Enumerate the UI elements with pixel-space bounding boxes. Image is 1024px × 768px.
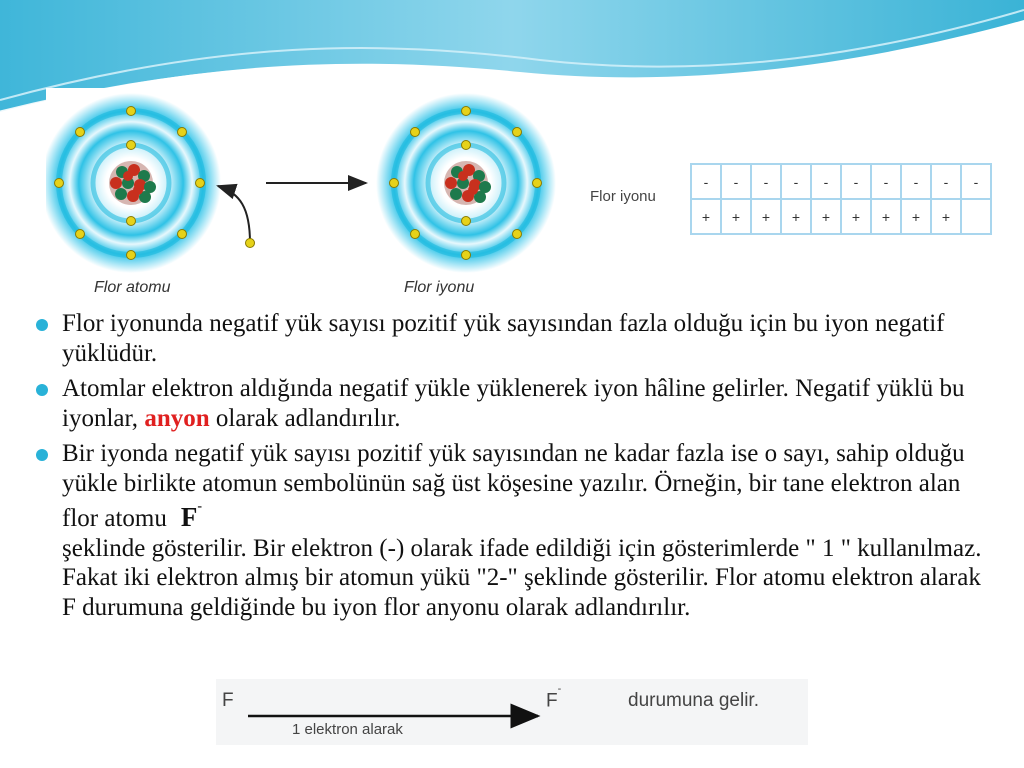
grid-cell: -: [901, 164, 931, 199]
bullet-dot-icon: [36, 449, 48, 461]
element-symbol: F: [180, 502, 198, 532]
ion-label: Flor iyonu: [590, 188, 656, 205]
grid-cell: [961, 199, 991, 234]
grid-cell: -: [811, 164, 841, 199]
grid-cell: +: [901, 199, 931, 234]
atom-figure-panel: [46, 88, 996, 300]
bullet-text: Atomlar elektron aldığında negatif yükle yüklenerek iyon hâline gelirler. Negatif yüklü bu iyonlar,: [62, 375, 965, 432]
caption-flor-atomu: Flor atomu: [94, 279, 171, 296]
grid-cell: +: [751, 199, 781, 234]
grid-cell: +: [721, 199, 751, 234]
equation-left-symbol: F: [222, 690, 234, 711]
grid-cell: +: [931, 199, 961, 234]
negative-charges-row: [691, 164, 991, 199]
equation-arrow-label: 1 elektron alarak: [292, 721, 403, 738]
equation-right-symbol: [546, 683, 562, 712]
bullet-dot-icon: [36, 319, 48, 331]
grid-cell: -: [841, 164, 871, 199]
bullet-item: [36, 439, 996, 622]
fluorine-atom-left: [46, 93, 221, 273]
bullet-text: Bir iyonda negatif yük sayısı pozitif yük sayısından ne kadar fazla ise o sayı, sahip olduğu yükle birlikte atomun sembolünün sağ üst köşesine yazılır. Örneğin, bir tane elektron alan flor atomu: [62, 440, 965, 532]
grid-cell: -: [931, 164, 961, 199]
capture-arrow: [218, 186, 250, 243]
grid-cell: -: [781, 164, 811, 199]
highlight-anyon: anyon: [144, 404, 210, 432]
fluorine-ion-right: [376, 93, 556, 273]
bullet-item: [36, 374, 996, 433]
fluoride-symbol: [181, 498, 202, 533]
bullet-dot-icon: [36, 384, 48, 396]
equation-suffix: durumuna gelir.: [628, 690, 759, 711]
grid-cell: -: [721, 164, 751, 199]
bullet-text: Flor iyonunda negatif yük sayısı pozitif yük sayısından fazla olduğu için bu iyon negatif yüklüdür.: [62, 310, 945, 367]
charge-superscript: -: [197, 499, 203, 514]
grid-cell: +: [781, 199, 811, 234]
bullet-text: şeklinde gösterilir. Bir elektron (-) olarak ifade edildiği için gösterimlerde " 1 " kullanılmaz. Fakat iki elektron almış bir atomun yükü "2-" şeklinde gösterilir. Flor atomu elektron alarak F durumuna geldiğinde bu iyon flor anyonu olarak adlandırılır.: [62, 534, 982, 621]
element-symbol: F: [546, 690, 558, 712]
positive-charges-row: [691, 199, 991, 234]
bullet-item: [36, 309, 996, 368]
grid-cell: -: [961, 164, 991, 199]
grid-cell: +: [691, 199, 721, 234]
charge-grid: [690, 163, 992, 235]
bullet-list: [36, 309, 996, 628]
bullet-text: olarak adlandırılır.: [209, 404, 401, 432]
incoming-electron: [246, 239, 255, 248]
grid-cell: -: [751, 164, 781, 199]
caption-flor-iyonu: Flor iyonu: [404, 279, 475, 296]
grid-cell: -: [871, 164, 901, 199]
grid-cell: -: [691, 164, 721, 199]
charge-superscript: -: [557, 683, 562, 695]
equation-panel: [216, 679, 808, 745]
grid-cell: +: [871, 199, 901, 234]
grid-cell: +: [811, 199, 841, 234]
grid-cell: +: [841, 199, 871, 234]
